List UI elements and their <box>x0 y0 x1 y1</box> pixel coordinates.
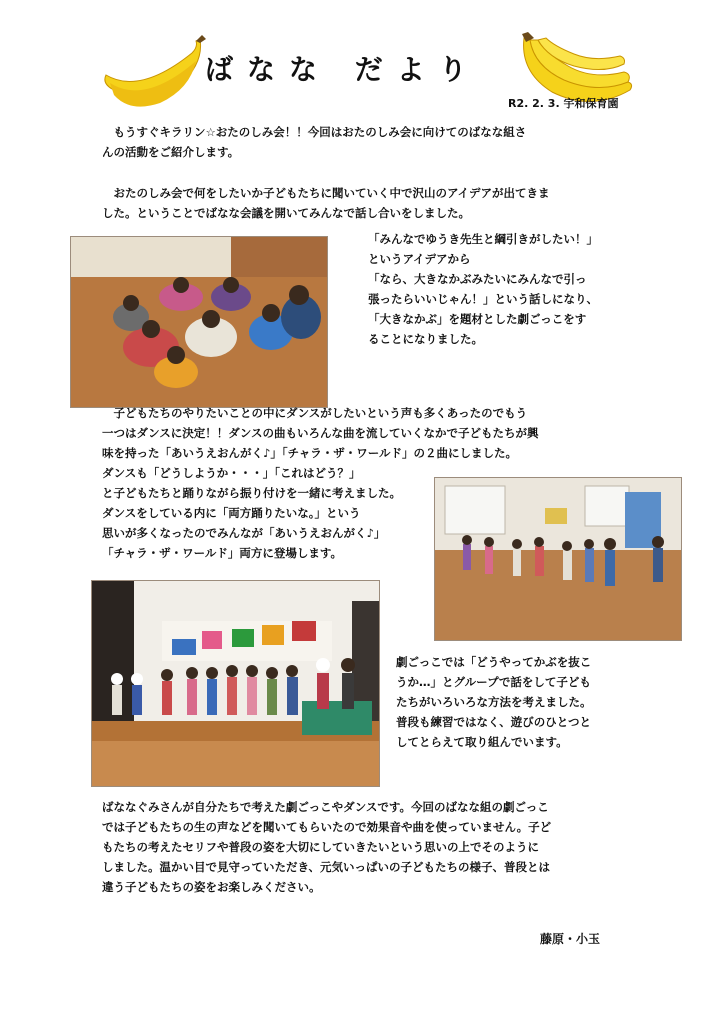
author-signature: 藤原・小玉 <box>540 932 601 946</box>
intro-paragraph: もうすぐキラリン☆おたのしみ会！！今回はおたのしみ会に向けてのばなな組さ んの活動をご紹介します。 <box>102 125 527 159</box>
dance-paragraph: 子どもたちのやりたいことの中にダンスがしたいという声も多くあったのでもう 一つはダンスに決定！！ダンスの曲もいろんな曲を流していくなかで子どもたちが興 味を持った「あいうえおんがく♪」「チャラ・ザ・ワールド」の２曲にしました。 ダンスも「どうしようか・・・」「これはどう？」 と子どもたちと踊りながら振り付けを一緒に考えました。 ダンスをしている内に「両方踊りたいな。」という 思いが多くなったのでみんなが「あいうえおんがく♪」 「チャラ・ザ・ワールド」両方に登場します。 <box>102 406 539 560</box>
newsletter-title: ばなな だより <box>205 53 481 86</box>
closing-paragraph: ばななぐみさんが自分たちで考えた劇ごっこやダンスです。今回のばなな組の劇ごっこ では子どもたちの生の声などを聞いてもらいたので効果音や曲を使っていません。子ど もたちの考えたセリフや普段の姿を大切にしていきたいという思いの上でそのように しました。温かい目で見守っていただき、元気いっぱいの子どもたちの様子、普段とは 違う子どもたちの姿をお楽しみください。 <box>102 800 552 894</box>
tug-of-war-paragraph: 「みんなでゆうき先生と綱引きがしたい！」 というアイデアから 「なら、大きなかぶみたいにみんなで引っ 張ったらいいじゃん！」という話しになり、 「大きなかぶ」を題材とした劇ごっこをす ることになりました。 <box>368 232 598 346</box>
photo-stage-play <box>91 580 380 787</box>
play-paragraph: 劇ごっこでは「どうやってかぶを抜こ うか…」とグループで話をして子ども たちがいろいろな方法を考えました。 普段も練習ではなく、遊びのひとつと してとらえて取り組んでいます。 <box>396 655 592 749</box>
banana-illustration-left <box>100 33 210 113</box>
photo-children-meeting <box>70 236 328 408</box>
date-and-school: R2. 2. 3. 宇和保育園 <box>508 97 619 110</box>
ideas-paragraph: おたのしみ会で何をしたいか子どもたちに聞いていく中で沢山のアイデアが出てきま した。ということでばなな会議を開いてみんなで話し合いをしました。 <box>102 186 550 220</box>
photo-children-dancing <box>434 477 682 641</box>
